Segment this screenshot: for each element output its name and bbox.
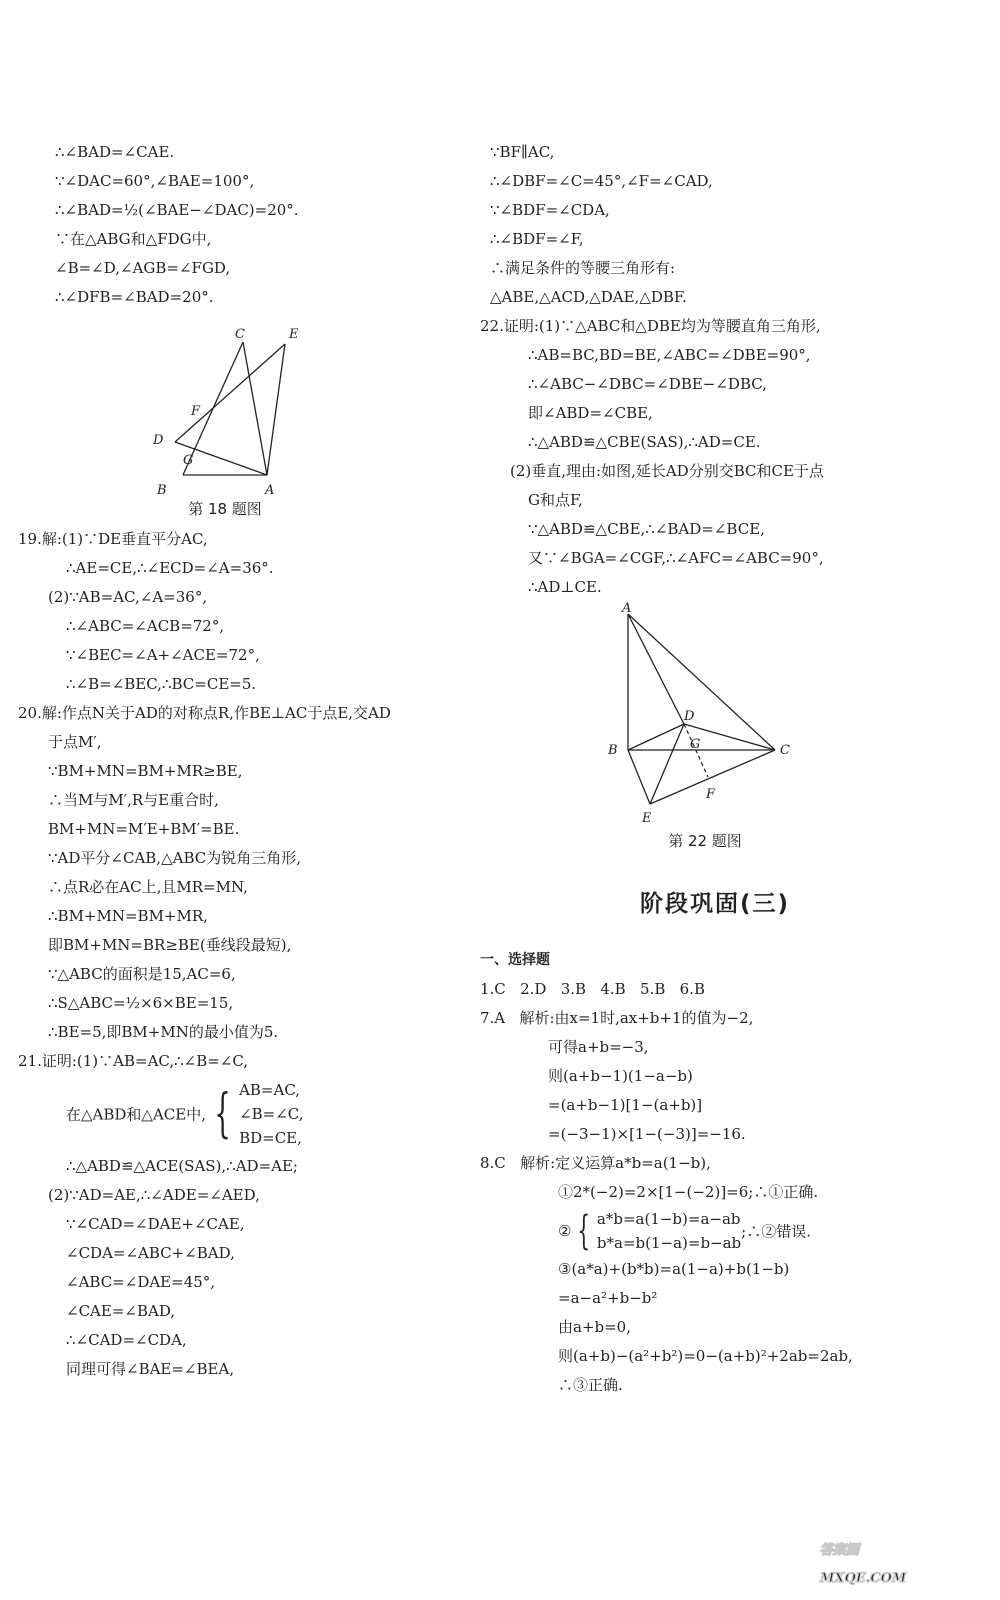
q20-line: 20.解:作点N关于AD的对称点R,作BE⊥AC于点E,交AD [18, 704, 391, 722]
left-brace-icon: { [214, 1084, 231, 1144]
figure-22 [490, 602, 970, 832]
q8-rest-line: =a−a²+b−b² [558, 1289, 658, 1307]
choice-answers: 1.C 2.D 3.B 4.B 5.B 6.B [480, 980, 705, 998]
q22-line: (2)垂直,理由:如图,延长AD分别交BC和CE于点 [510, 462, 824, 480]
q8-system-lines [597, 1207, 741, 1255]
fig18-label-D: D [153, 433, 164, 448]
right-lines-a [490, 138, 970, 312]
q20-line: ∵AD平分∠CAB,△ABC为锐角三角形, [48, 849, 301, 867]
q22-line: 22.证明:(1)∵△ABC和△DBE均为等腰直角三角形, [480, 317, 821, 335]
left-a-line: ∵∠DAC=60°,∠BAE=100°, [55, 172, 255, 190]
solution-lines-b [55, 225, 475, 312]
watermark-line-2: MXQE.COM [820, 1571, 907, 1586]
q7-line: 则(a+b−1)(1−a−b) [548, 1067, 693, 1085]
q8-head: 8.C 解析:定义运算a*b=a(1−b), [480, 1154, 711, 1172]
q8-system-suffix: ;∴②错误. [741, 1222, 811, 1241]
watermark-logo [810, 1518, 980, 1588]
q20-line: ∵BM+MN=BM+MR≥BE, [48, 762, 243, 780]
q20-line: 即BM+MN=BR≥BE(垂线段最短), [48, 936, 292, 954]
q22-line: G和点F, [528, 491, 583, 509]
q21-rest-line: ∴∠CAD=∠CDA, [66, 1331, 187, 1349]
figure-18-svg [135, 312, 455, 502]
fig22-line-BE [628, 750, 650, 804]
fig22-label-D: D [684, 709, 695, 724]
right-a-line: ∵BF∥AC, [490, 143, 555, 161]
fig22-label-B: B [608, 743, 618, 758]
q22-line: 即∠ABD=∠CBE, [528, 404, 653, 422]
left-b-line: ∠B=∠D,∠AGB=∠FGD, [55, 259, 231, 277]
q22-line: ∴AD⊥CE. [528, 578, 602, 596]
q19-line: ∴AE=CE,∴∠ECD=∠A=36°. [66, 559, 274, 577]
q8-sys-line: a*b=a(1−b)=a−ab [596, 1210, 741, 1228]
right-column [480, 138, 970, 1400]
fig18-line-AC [243, 342, 267, 475]
q7-line: 可得a+b=−3, [548, 1038, 649, 1056]
fig22-label-G: G [690, 737, 701, 752]
q8-line-1: ①2*(−2)=2×[1−(−2)]=6;∴①正确. [558, 1183, 819, 1201]
fig18-line-AE [267, 344, 285, 475]
figure-18-caption: 第 18 题图 [188, 500, 262, 518]
question-22 [480, 312, 970, 602]
figure-22-svg [600, 602, 900, 832]
q21-sys-line: AB=AC, [239, 1081, 301, 1099]
q8-system [490, 1207, 970, 1255]
right-a-line: ∴∠DBF=∠C=45°,∠F=∠CAD, [490, 172, 713, 190]
watermark-line-1: 答案圈 [820, 1543, 860, 1558]
q19-line: ∵∠BEC=∠A+∠ACE=72°, [66, 646, 260, 664]
q21-rest [18, 1152, 475, 1384]
section-heading: 一、选择题 [480, 952, 550, 968]
q22-line: ∴∠ABC−∠DBC=∠DBE−∠DBC, [528, 375, 767, 393]
fig22-label-C: C [780, 743, 790, 758]
fig22-label-A: A [622, 602, 632, 616]
q8-rest-line: ∴③正确. [558, 1376, 623, 1394]
q21-system-prefix: 在△ABD和△ACE中, [66, 1105, 206, 1124]
fig18-line-ED [175, 344, 285, 442]
right-a-line: ∴∠BDF=∠F, [490, 230, 584, 248]
q21-rest-line: ∠ABC=∠DAE=45°, [66, 1273, 216, 1291]
q21-head: 21.证明:(1)∵AB=AC,∴∠B=∠C, [18, 1052, 249, 1070]
fig22-label-E: E [642, 811, 652, 826]
q20-line: ∴当M与M′,R与E重合时, [48, 791, 219, 809]
left-b-line: ∴∠DFB=∠BAD=20°. [55, 288, 214, 306]
question-7 [480, 1004, 970, 1149]
figure-18 [55, 312, 475, 502]
fig18-label-F: F [191, 404, 201, 419]
q21-sys-line: BD=CE, [239, 1129, 302, 1147]
fig22-line-BD [628, 724, 684, 750]
question-20 [18, 699, 475, 1047]
fig18-label-A: A [265, 483, 275, 498]
q20-line: ∵△ABC的面积是15,AC=6, [48, 965, 236, 983]
q8-sys-line: b*a=b(1−a)=b−ab [596, 1234, 742, 1252]
fig22-label-F: F [706, 787, 716, 802]
q7-line: =(−3−1)×[1−(−3)]=−16. [548, 1125, 746, 1143]
fig18-label-B: B [157, 483, 167, 498]
left-brace-icon: { [577, 1208, 591, 1254]
q22-line: ∵△ABD≌△CBE,∴∠BAD=∠BCE, [528, 520, 765, 538]
q19-line: (2)∵AB=AC,∠A=36°, [48, 588, 208, 606]
q8-rest [490, 1255, 970, 1400]
q19-line: ∴∠ABC=∠ACB=72°, [66, 617, 225, 635]
q20-line: BM+MN=M′E+BM′=BE. [48, 820, 240, 838]
q21-sys-line: ∠B=∠C, [239, 1105, 304, 1123]
q21-system [18, 1078, 475, 1150]
q7-line: 7.A 解析:由x=1时,ax+b+1的值为−2, [480, 1009, 754, 1027]
q7-line: =(a+b−1)[1−(a+b)] [548, 1096, 703, 1114]
q8-rest-line: 则(a+b)−(a²+b²)=0−(a+b)²+2ab=2ab, [558, 1347, 853, 1365]
q20-line: ∴BE=5,即BM+MN的最小值为5. [48, 1023, 279, 1041]
q21-rest-line: 同理可得∠BAE=∠BEA, [66, 1360, 235, 1378]
q21-rest-line: ∴△ABD≌△ACE(SAS),∴AD=AE; [66, 1157, 298, 1175]
q21-rest-line: ∠CAE=∠BAD, [66, 1302, 176, 1320]
right-a-line: ∴满足条件的等腰三角形有: [490, 259, 676, 277]
formula-half: ∴∠BAD=½(∠BAE−∠DAC)=20°. [55, 201, 299, 219]
q19-line: 19.解:(1)∵DE垂直平分AC, [18, 530, 208, 548]
q22-line: ∴AB=BC,BD=BE,∠ABC=∠DBE=90°, [528, 346, 811, 364]
figure-22-caption: 第 22 题图 [668, 832, 742, 850]
q21-rest-line: (2)∵AD=AE,∴∠ADE=∠AED, [48, 1186, 260, 1204]
left-a-line: ∴∠BAD=∠CAE. [55, 143, 175, 161]
q22-line: 又∵∠BGA=∠CGF,∴∠AFC=∠ABC=90°, [528, 549, 824, 567]
right-a-line: △ABE,△ACD,△DAE,△DBF. [490, 288, 687, 306]
q19-line: ∴∠B=∠BEC,∴BC=CE=5. [66, 675, 257, 693]
right-a-line: ∵∠BDF=∠CDA, [490, 201, 610, 219]
q20-line: ∴BM+MN=BM+MR, [48, 907, 208, 925]
q8-rest-line: 由a+b=0, [558, 1318, 631, 1336]
q21-rest-line: ∠CDA=∠ABC+∠BAD, [66, 1244, 235, 1262]
q8-system-prefix: ② [558, 1222, 572, 1240]
q20-line: ∴S△ABC=½×6×BE=15, [48, 994, 234, 1012]
left-column [18, 138, 475, 1384]
q8-rest-line: ③(a*a)+(b*b)=a(1−a)+b(1−b) [558, 1260, 790, 1278]
q20-line: ∴点R必在AC上,且MR=MN, [48, 878, 248, 896]
q20-line: 于点M′, [48, 733, 102, 751]
q21-system-lines [239, 1078, 303, 1150]
solution-lines-a [55, 138, 475, 196]
fig18-label-E: E [289, 327, 299, 342]
q22-line: ∴△ABD≌△CBE(SAS),∴AD=CE. [528, 433, 761, 451]
left-b-line: ∵在△ABG和△FDG中, [55, 230, 212, 248]
question-19 [18, 525, 475, 699]
fig18-label-G: G [183, 453, 194, 468]
stage-title: 阶段巩固(三) [639, 891, 791, 917]
fig22-line-AD [628, 614, 684, 724]
fig18-label-C: C [235, 327, 245, 342]
q21-rest-line: ∵∠CAD=∠DAE+∠CAE, [66, 1215, 245, 1233]
